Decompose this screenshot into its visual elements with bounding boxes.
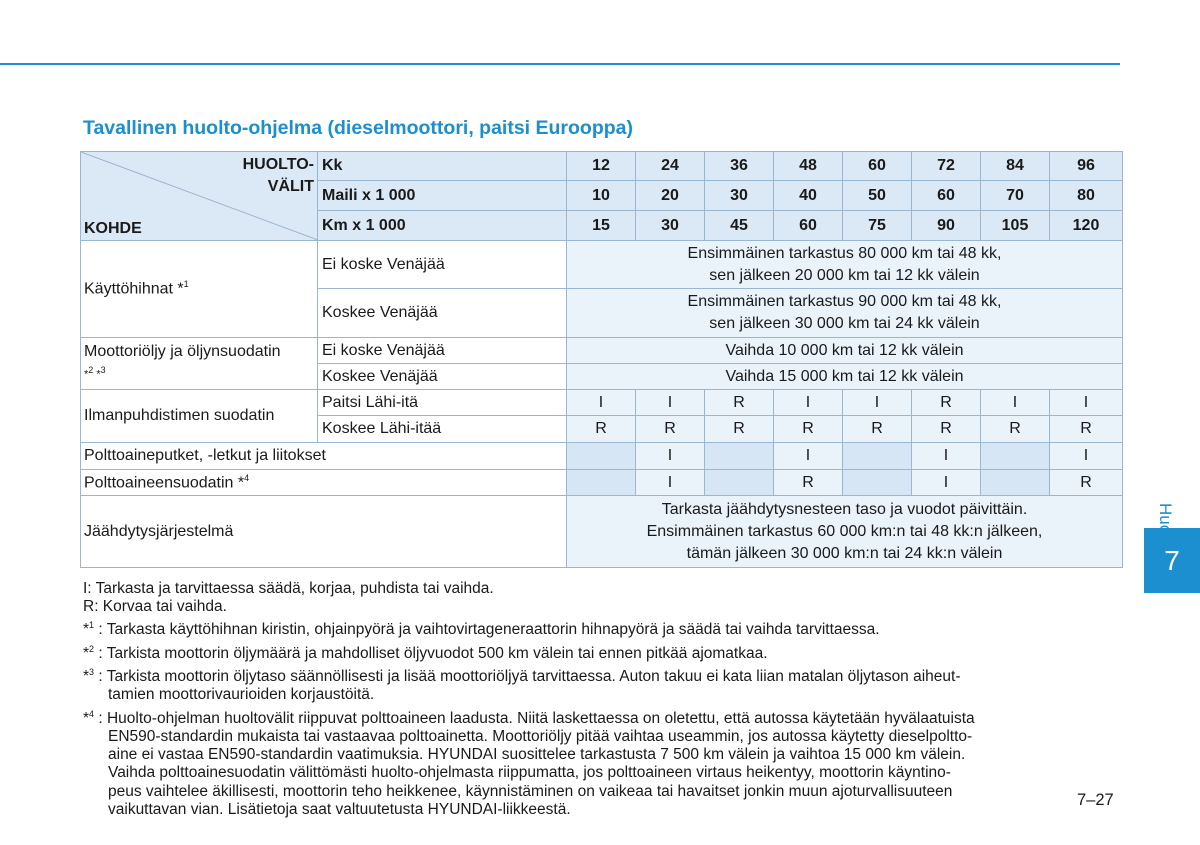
- schedule-cell: [843, 470, 912, 496]
- schedule-cell: I: [1050, 443, 1123, 470]
- footnotes: [83, 580, 1123, 819]
- schedule-cell: [705, 443, 774, 470]
- month-value: 36: [705, 152, 774, 181]
- footnote-1: *$^1$ : Tarkasta käyttöhihnan kiristin, ohjainpyörä ja vaihtovirtageneraattorin hihnapyörä ja säädä tai vaihda tarvittaessa.: [83, 620, 880, 639]
- interval-text-cell: Vaihda 15 000 km tai 12 kk välein: [567, 364, 1123, 390]
- schedule-cell: I: [981, 390, 1050, 416]
- condition-cell: Paitsi Lähi-itä: [318, 390, 567, 416]
- interval-text-cell: Tarkasta jäähdytysnesteen taso ja vuodot päivittäin. Ensimmäinen tarkastus 60 000 km:n tai 48 kk:n jälkeen, tämän jälkeen 30 000 km:n tai 24 kk:n välein: [567, 496, 1123, 568]
- miles-value: 80: [1050, 181, 1123, 211]
- miles-value: 30: [705, 181, 774, 211]
- km-value: 75: [843, 211, 912, 241]
- schedule-cell: R: [705, 390, 774, 416]
- schedule-cell: R: [1050, 416, 1123, 443]
- schedule-cell: R: [774, 470, 843, 496]
- month-value: 84: [981, 152, 1050, 181]
- item-air-cleaner: Ilmanpuhdistimen suodatin: [81, 390, 318, 443]
- row-label-months: Kk: [318, 152, 567, 181]
- schedule-cell: R: [981, 416, 1050, 443]
- header-corner-cell: [81, 152, 318, 241]
- section-title: Tavallinen huolto-ohjelma (dieselmoottori, paitsi Eurooppa): [83, 117, 634, 139]
- schedule-cell: [843, 443, 912, 470]
- schedule-cell: [567, 470, 636, 496]
- interval-text-cell: Vaihda 10 000 km tai 12 kk välein: [567, 338, 1123, 364]
- item-engine-oil: Moottoriöljy ja öljynsuodatin *$^2$ *$^3$: [81, 338, 318, 390]
- chapter-tab-number: 7: [1144, 528, 1200, 593]
- miles-value: 40: [774, 181, 843, 211]
- legend-r: R: Korvaa tai vaihda.: [83, 598, 227, 616]
- km-value: 30: [636, 211, 705, 241]
- interval-text-cell: Ensimmäinen tarkastus 90 000 km tai 48 kk, sen jälkeen 30 000 km tai 24 kk välein: [567, 289, 1123, 338]
- km-value: 105: [981, 211, 1050, 241]
- schedule-cell: I: [774, 390, 843, 416]
- month-value: 60: [843, 152, 912, 181]
- intervals-label: HUOLTO- VÄLIT: [242, 156, 314, 195]
- month-value: 96: [1050, 152, 1123, 181]
- condition-cell: Ei koske Venäjää: [318, 338, 567, 364]
- row-label-miles: Maili x 1 000: [318, 181, 567, 211]
- km-value: 60: [774, 211, 843, 241]
- item-label: KOHDE: [84, 220, 142, 237]
- footnote-3: *$^3$ : Tarkista moottorin öljytaso säännöllisesti ja lisää moottoriöljyä tarvittaessa. Auton takuu ei kata liian matalan öljytason aiheut- tamien moottorivaurioiden korjaustöitä.: [83, 667, 961, 704]
- interval-text-cell: Ensimmäinen tarkastus 80 000 km tai 48 kk, sen jälkeen 20 000 km tai 12 kk välein: [567, 241, 1123, 289]
- schedule-cell: I: [1050, 390, 1123, 416]
- page-number: 7–27: [1077, 791, 1114, 809]
- km-value: 15: [567, 211, 636, 241]
- item-cooling-system: Jäähdytysjärjestelmä: [81, 496, 567, 568]
- km-value: 90: [912, 211, 981, 241]
- item-fuel-filter: Polttoaineensuodatin *$^4$: [81, 470, 567, 496]
- footnote-4: *$^4$ : Huolto-ohjelman huoltovälit riippuvat polttoaineen laadusta. Niitä laskettaessa on oletettu, että autossa käytetään hyvälaatuista EN590-standardin mukaista tai vastaavaa polttoainetta. Moottoriöljy pitää vaihtaa useammin, jos autossa käytetty dieselpoltto- aine ei vastaa EN590-standardin vaatimuksia. HYUNDAI suosittelee tarkastusta 7 500 km välein ja vaihtoa 15 000 km välein. Vaihda polttoainesuodatin välittömästi huolto-ohjelmasta riippumatta, jos polttoaineen virtaus heikentyy, moottorin käyntino- peus vaihtelee äkillisesti, moottorin teho heikkenee, käynnistäminen on vaikeaa tai havaitset jonkin muun ajoturvallisuuteen vaikuttavan vian. Lisätietoja saat valtuutetusta HYUNDAI-liikkeestä.: [83, 708, 975, 818]
- miles-value: 70: [981, 181, 1050, 211]
- schedule-cell: R: [774, 416, 843, 443]
- schedule-cell: R: [636, 416, 705, 443]
- legend-i: I: Tarkasta ja tarvittaessa säädä, korjaa, puhdista tai vaihda.: [83, 580, 494, 597]
- condition-cell: Koskee Venäjää: [318, 364, 567, 390]
- schedule-cell: [981, 470, 1050, 496]
- schedule-cell: R: [705, 416, 774, 443]
- km-value: 120: [1050, 211, 1123, 241]
- schedule-cell: I: [636, 443, 705, 470]
- schedule-cell: I: [636, 390, 705, 416]
- schedule-cell: I: [912, 470, 981, 496]
- condition-cell: Koskee Venäjää: [318, 289, 567, 338]
- schedule-cell: I: [843, 390, 912, 416]
- km-value: 45: [705, 211, 774, 241]
- month-value: 12: [567, 152, 636, 181]
- schedule-cell: I: [912, 443, 981, 470]
- miles-value: 50: [843, 181, 912, 211]
- row-label-km: Km x 1 000: [318, 211, 567, 241]
- schedule-cell: R: [912, 390, 981, 416]
- month-value: 24: [636, 152, 705, 181]
- footnote-2: *$^2$ : Tarkista moottorin öljymäärä ja mahdolliset öljyvuodot 500 km välein tai ennen pitkää ajomatkaa.: [83, 643, 768, 662]
- month-value: 48: [774, 152, 843, 181]
- schedule-cell: [981, 443, 1050, 470]
- schedule-cell: I: [636, 470, 705, 496]
- schedule-cell: R: [567, 416, 636, 443]
- condition-cell: Koskee Lähi-itää: [318, 416, 567, 443]
- miles-value: 10: [567, 181, 636, 211]
- miles-value: 60: [912, 181, 981, 211]
- maintenance-schedule-table: [80, 151, 1123, 568]
- schedule-cell: R: [912, 416, 981, 443]
- top-rule: [0, 63, 1120, 65]
- schedule-cell: R: [843, 416, 912, 443]
- item-drive-belts: Käyttöhihnat *$^1$: [81, 241, 318, 338]
- item-fuel-lines: Polttoaineputket, -letkut ja liitokset: [81, 443, 567, 470]
- schedule-cell: I: [567, 390, 636, 416]
- month-value: 72: [912, 152, 981, 181]
- schedule-cell: [705, 470, 774, 496]
- condition-cell: Ei koske Venäjää: [318, 241, 567, 289]
- schedule-cell: [567, 443, 636, 470]
- schedule-cell: R: [1050, 470, 1123, 496]
- schedule-cell: I: [774, 443, 843, 470]
- miles-value: 20: [636, 181, 705, 211]
